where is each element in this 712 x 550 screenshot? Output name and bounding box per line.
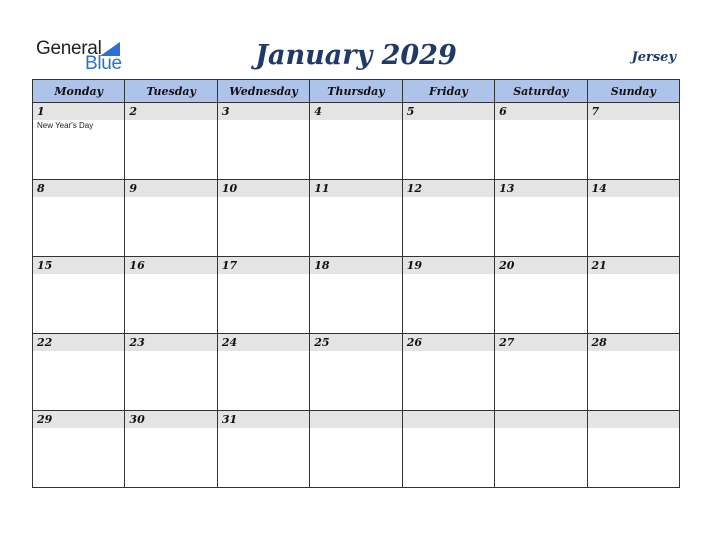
calendar-title: January 2029 <box>255 40 457 71</box>
day-cell <box>33 411 125 488</box>
day-number: 19 <box>403 257 494 274</box>
day-number: 6 <box>495 103 586 120</box>
weekday-header-row <box>33 80 680 103</box>
day-number: 17 <box>218 257 309 274</box>
day-number: 27 <box>495 334 586 351</box>
day-number: 15 <box>33 257 124 274</box>
day-cell <box>217 180 309 257</box>
day-number: 8 <box>33 180 124 197</box>
day-cell-empty <box>402 411 494 488</box>
day-number <box>588 411 679 428</box>
weekday-sunday: Sunday <box>587 80 679 103</box>
day-cell <box>33 334 125 411</box>
day-cell <box>587 180 679 257</box>
region-label: Jersey <box>631 50 676 65</box>
day-cell <box>310 257 402 334</box>
day-cell <box>402 103 494 180</box>
day-cell <box>587 334 679 411</box>
day-cell <box>125 257 217 334</box>
day-cell <box>33 180 125 257</box>
day-cell <box>217 411 309 488</box>
day-cell <box>125 411 217 488</box>
day-cell <box>402 257 494 334</box>
day-cell <box>310 180 402 257</box>
weekday-friday: Friday <box>402 80 494 103</box>
day-number <box>310 411 401 428</box>
week-row <box>33 257 680 334</box>
day-number <box>495 411 586 428</box>
logo-text-general: General <box>36 38 102 59</box>
day-cell <box>125 180 217 257</box>
day-number: 5 <box>403 103 494 120</box>
day-cell <box>33 103 125 180</box>
day-number: 10 <box>218 180 309 197</box>
day-number <box>403 411 494 428</box>
week-row <box>33 411 680 488</box>
day-number: 16 <box>125 257 216 274</box>
day-cell <box>33 257 125 334</box>
logo-text-blue: Blue <box>85 53 122 74</box>
day-number: 2 <box>125 103 216 120</box>
day-number: 25 <box>310 334 401 351</box>
day-cell <box>217 257 309 334</box>
day-number: 22 <box>33 334 124 351</box>
day-number: 7 <box>588 103 679 120</box>
day-cell <box>125 334 217 411</box>
day-number: 21 <box>588 257 679 274</box>
week-row <box>33 180 680 257</box>
day-number: 20 <box>495 257 586 274</box>
day-number: 1 <box>33 103 124 120</box>
day-number: 26 <box>403 334 494 351</box>
day-cell-empty <box>310 411 402 488</box>
day-cell <box>310 103 402 180</box>
day-cell-empty <box>495 411 587 488</box>
day-cell <box>587 257 679 334</box>
day-cell <box>217 103 309 180</box>
day-number: 11 <box>310 180 401 197</box>
holiday-label: New Year's Day <box>37 121 94 130</box>
day-cell <box>495 180 587 257</box>
weekday-thursday: Thursday <box>310 80 402 103</box>
day-number: 30 <box>125 411 216 428</box>
day-number: 13 <box>495 180 586 197</box>
day-number: 29 <box>33 411 124 428</box>
day-number: 24 <box>218 334 309 351</box>
weekday-wednesday: Wednesday <box>217 80 309 103</box>
day-number: 18 <box>310 257 401 274</box>
day-number: 23 <box>125 334 216 351</box>
day-cell <box>310 334 402 411</box>
day-number: 3 <box>218 103 309 120</box>
weekday-saturday: Saturday <box>495 80 587 103</box>
day-number: 31 <box>218 411 309 428</box>
day-number: 28 <box>588 334 679 351</box>
day-number: 12 <box>403 180 494 197</box>
day-cell <box>495 103 587 180</box>
weekday-tuesday: Tuesday <box>125 80 217 103</box>
day-cell <box>495 257 587 334</box>
day-number: 4 <box>310 103 401 120</box>
day-number: 14 <box>588 180 679 197</box>
day-cell <box>217 334 309 411</box>
weekday-monday: Monday <box>33 80 125 103</box>
day-cell <box>587 103 679 180</box>
day-cell <box>402 334 494 411</box>
day-number: 9 <box>125 180 216 197</box>
calendar-grid <box>32 79 680 488</box>
week-row <box>33 334 680 411</box>
day-cell-empty <box>587 411 679 488</box>
day-cell <box>495 334 587 411</box>
day-cell <box>125 103 217 180</box>
week-row <box>33 103 680 180</box>
day-cell <box>402 180 494 257</box>
